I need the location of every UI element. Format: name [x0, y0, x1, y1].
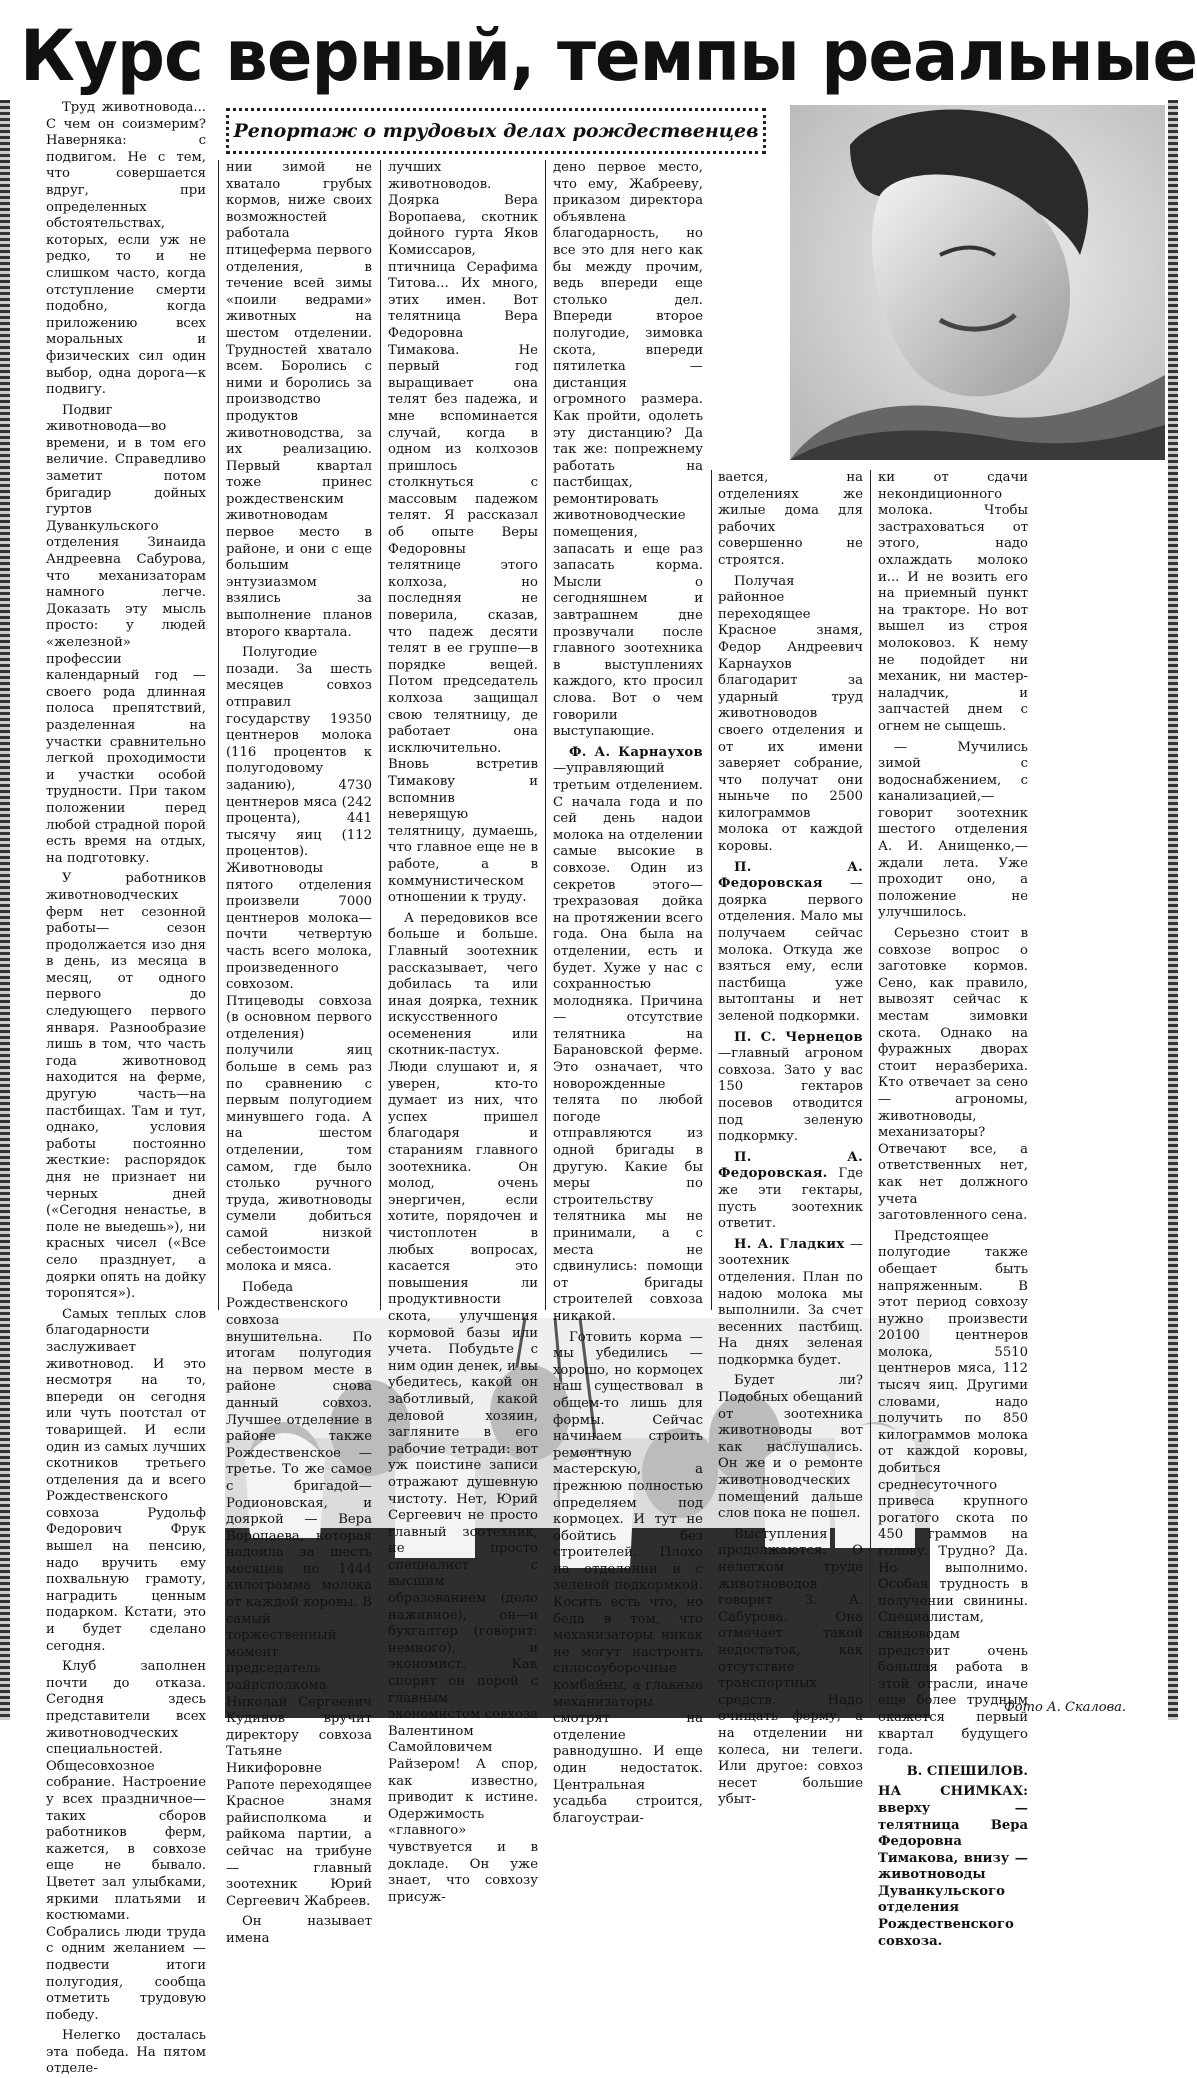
article-column-6: [878, 470, 1028, 1949]
speaker-name: Н. А. Гладких: [734, 1236, 845, 1252]
right-edge-strip: [1168, 100, 1178, 1720]
speaker-name: П. А. Федоровская: [718, 859, 863, 892]
paragraph: Самых теплых слов благодарности заслуживает животновод. И это несмотря на то, впереди он сегодня или чуть поотстал от товарищей. И если один из самых лучших скотников третьего отделения да и всего Рождественского совхоза Рудольф Федорович Фрук вышел на пенсию, надо вручить ему похвальную грамоту, наградить ценным подарком. Кстати, это и будет сделано сегодня.: [46, 1306, 206, 1654]
paragraph: Будет ли? Подобных обещаний от зоотехника животноводы вот как наслушались. Он же и о ремонте животноводческих помещений дальше слов пока не пошел.: [718, 1373, 863, 1522]
column-rule: [380, 160, 381, 1310]
speech-text: — зоотехник отделения. План по надою молока мы выполнили. За счет весенних пастбищ. На днях зеленая подкормка будет.: [718, 1236, 863, 1368]
column-rule: [870, 470, 871, 1710]
author-byline: В. СПЕШИЛОВ.: [906, 1763, 1028, 1779]
paragraph: У работников животноводческих ферм нет сезонной работы— сезон продолжается изо дня в день, из месяца в месяц, от одного первого до следующего первого января. Разнообразие лишь в том, что часть года животновод находится на ферме, другую часть—на пастбищах. Там и тут, однако, условия работы постоянно жесткие: распорядок дня не признает ни черных дней («Сегодня ненастье, в поле не выедешь»), ни красных чисел («Все село празднует, а доярки опять на дойку торопятся»).: [46, 871, 206, 1302]
rubric: Репортаж о трудовых делах рождественцев: [226, 108, 766, 154]
column-rule: [218, 160, 219, 1310]
paragraph: лучших животноводов. Доярка Вера Воропаева, скотник дойного гурта Яков Комиссаров, птичница Серафима Титова... Их много, этих имен. Вот телятница Вера Федоровна Тимакова. Не первый год выращивает она телят без падежа, и мне вспоминается случай, когда в одном из колхозов пришлось столкнуться с массовым падежом телят. Я рассказал об опыте Веры Федоровны телятнице этого колхоза, но последняя не поверила, сказав, что падеж десяти телят в ее группе—в порядке вещей. Потом председатель колхоза защищал свою телятницу, де работает она исключительно. Вновь встретив Тимакову и вспомнив неверящую телятницу, думаешь, что главное еще не в работе, а в коммунистическом отношении к труду.: [388, 160, 538, 906]
speech-text: — доярка первого отделения. Мало мы получаем сейчас молока. Откуда же взяться ему, если пастбища уже вытоптаны и нет зеленой подкормки.: [718, 876, 863, 1024]
paragraph: — Мучились зимой с водоснабжением, с канализацией,—говорит зоотехник шестого отделения А. И. Анищенко,— ждали лета. Уже проходит оно, а положение не улучшилось.: [878, 739, 1028, 921]
speech-text: Где же эти гектары, пусть зоотехник ответит.: [718, 1166, 863, 1232]
paragraph: Клуб заполнен почти до отказа. Сегодня здесь представители всех животноводческих специальностей. Общесовхозное собрание. Настроение у всех праздничное—таких сборов работников ферм, кажется, в совхозе еще не бывало. Цветет зал улыбками, яркими платьями и костюмами. Собрались люди труда с одним желанием — подвести итоги полугодия, сообща отметить трудовую победу.: [46, 1659, 206, 2023]
headline: Курс верный, темпы реальные: [20, 15, 1197, 97]
speech-paragraph: [553, 745, 703, 1326]
portrait-photo: [790, 105, 1165, 460]
paragraph: Получая районное переходящее Красное знамя, Федор Андреевич Карнаухов благодарит за ударный труд животноводов своего отделения и от их имени заверяет собрание, что получат они ныньче по 2500 килограммов молока от каждой коровы.: [718, 573, 863, 855]
paragraph: Труд животновода... С чем он соизмерим? Наверняка: с подвигом. Не с тем, что совершается вдруг, при определенных обстоятельствах, которых, если уж не редко, то и не слишком часто, когда отступление смерти подобно, когда приложению всех моральных и физических сил один выбор, одна дорога—к подвигу.: [46, 100, 206, 398]
paragraph: дено первое место, что ему, Жабрееву, приказом директора объявлена благодарность, но все это для него как бы между прочим, ведь впереди еще столько дел. Впереди второе полугодие, зимовка скота, впереди пятилетка —дистанция огромного размера. Как пройти, одолеть эту дистанцию? Да так же: попрежнему работать на пастбищах, ремонтировать животноводческие помещения, запасать и еще раз запасать корма. Мысли о сегодняшнем и завтрашнем дне прозвучали после главного зоотехника в выступлениях каждого, кто просил слова. Вот о чем говорили выступающие.: [553, 160, 703, 740]
paragraph: Подвиг животновода—во времени, и в том его величие. Справедливо заметит потом бригадир дойных гуртов Дуванкульского отделения Зинаида Андреевна Сабурова, что механизаторам намного легче. Доказать эту мысль просто: у людей «железной» профессии календарный год — своего рода длинная полоса препятствий, разделенная на участки сравнительно легкой проходимости и участки особой трудности. При таком положении перед любой страдной порой есть время на отдых, на подготовку.: [46, 402, 206, 866]
paragraph: Готовить корма — мы убедились — хорошо, но кормоцех наш существовал в общем-то лишь для формы. Сейчас начинаем строить ремонтную мастерскую, а прежнюю полностью определяем под кормоцех. И тут не обойтись без строителей. Плохо на отделении и с зеленой подкормкой. Косить есть что, но беда в том, что механизаторы никак не могут настроить силосоуборочные комбайны, а главные механизаторы смотрят на отделение равнодушно. И еще один недостаток. Центральная усадьба строится, благоустраи-: [553, 1329, 703, 1826]
photo-credit: Фото А. Скалова.: [1004, 1700, 1127, 1715]
caption-label: НА СНИМКАХ:: [878, 1784, 1028, 1800]
photo-caption: [878, 1784, 1028, 1950]
speaker-name: П. А. Федоровская.: [718, 1149, 863, 1182]
speech-paragraph: [718, 860, 863, 1026]
article-column-2: [226, 160, 372, 1946]
paragraph: вается, на отделениях же жилые дома для рабочих совершенно не строятся.: [718, 470, 863, 568]
paragraph: Победа Рождественского совхоза внушительна. По итогам полугодия на первом месте в районе снова данный совхоз. Лучшее отделение в районе также Рождественское — третье. То же самое с бригадой—Родионовская, и дояркой — Вера Воропаева, которая надоила за шесть месяцев по 1444 килограмма молока от каждой коровы. В самый торжественный момент председатель райисполкома Николай Сергеевич Кудинов вручит директору совхоза Татьяне Никифоровне Рапоте переходящее Красное знамя райисполкома и райкома партии, а сейчас на трибуне — главный зоотехник Юрий Сергеевич Жабреев.: [226, 1279, 372, 1909]
paragraph: нии зимой не хватало грубых кормов, ниже своих возможностей работала птицеферма первого отделения, в течение всей зимы «поили ведрами» животных на шестом отделении. Трудностей хватало всем. Боролись с ними и боролись за производство продуктов животноводства, за их реализацию. Первый квартал тоже принес рождественским животноводам первое место в районе, и они с еще большим энтузиазмом взялись за выполнение планов второго квартала.: [226, 160, 372, 640]
article-column-3: [388, 160, 538, 1905]
paragraph: А передовиков все больше и больше. Главный зоотехник рассказывает, чего добилась та или иная доярка, техник искусственного осеменения или скотник-пастух. Люди слушают и, я уверен, кто-то думает из них, что успех пришел благодаря и стараниям главного зоотехника. Он молод, очень энергичен, если хотите, порядочен и чистоплотен в любых вопросах, касается это повышения ли продуктивности скота, улучшения кормовой базы или учета. Побудьте с ним один денек, и вы убедитесь, какой он заботливый, какой деловой хозяин, загляните в его рабочие тетради: вот уж поистине записи отражают душевную чистоту. Нет, Юрий Сергеевич не просто главный зоотехник, не просто специалист с высшим образованием (дело наживное), он—и бухгалтер (говорит: немного), и экономист. Как спорит он порой с главным экономистом совхоза Валентином Самойловичем Райзером! А спор, как известно, приводит к истине. Одержимость «главного» чувствуется и в докладе. Он уже знает, что совхозу присуж-: [388, 910, 538, 1905]
speech-text: —главный агроном совхоза. Зато у вас 150 гектаров посевов отводится под зеленую подкормку.: [718, 1046, 863, 1145]
speech-text: —управляющий третьим отделением. С начала года и по сей день надои молока на отделении самые высокие в совхозе. Один из секретов этого—трехразовая дойка на протяжении всего года. Она была на отделении, есть и будет. Хуже у нас с сохранностью молодняка. Причина — отсутствие телятника на Барановской ферме. Это означает, что новорожденные телята по любой погоде отправляются из одной бригады в другую. Какие бы меры по строительству телятника мы не принимали, а с места не сдвинулись: помощи от бригады строителей совхоза никакой.: [553, 761, 703, 1324]
left-edge-strip: [0, 100, 10, 1720]
article-column-5: [718, 470, 863, 1808]
speech-paragraph: [718, 1237, 863, 1370]
speech-paragraph: [718, 1150, 863, 1233]
paragraph: Предстоящее полугодие также обещает быть напряженным. В этот период совхозу нужно произвести 20100 центнеров молока, 5510 центнеров мяса, 112 тысяч яиц. Другими словами, надо получить по 850 килограммов молока от каждой коровы, добиться среднесуточного привеса крупного рогатого скота по 450 граммов на голову. Трудно? Да. Но выполнимо. Особая трудность в получении свинины. Специалистам, свиноводам предстоит очень большая работа в этой отрасли, иначе еще более трудным окажется первый квартал будущего года.: [878, 1228, 1028, 1759]
paragraph: Нелегко досталась эта победа. На пятом отделе-: [46, 2028, 206, 2077]
speech-paragraph: [718, 1030, 863, 1146]
article-column-1: [46, 100, 206, 2077]
caption-body: вверху — телятница Вера Федоровна Тимакова, внизу — животноводы Дуванкульского отделения Рождественского совхоза.: [878, 1800, 1028, 1949]
paragraph: Выступления продолжаются. О нелегком труде животноводов говорит З. А. Сабурова. Она отмечает такой недостаток, как отсутствие транспортных средств. Надо очищать ферму, а на отделении ни колеса, ни телеги. Или другое: совхоз несет большие убыт-: [718, 1526, 863, 1808]
column-rule: [545, 160, 546, 1310]
caption-text: [878, 1784, 1028, 1950]
speaker-name: Ф. А. Карнаухов: [569, 744, 703, 760]
speaker-name: П. С. Чернецов: [734, 1029, 863, 1045]
paragraph: Серьезно стоит в совхозе вопрос о заготовке кормов. Сено, как правило, вывозят сейчас к местам зимовки скота. Однако на фуражных дворах стоит неразбериха. Кто отвечает за сено — агрономы, животноводы, механизаторы? Отвечают все, а ответственных нет, как нет должного учета заготовленного сена.: [878, 926, 1028, 1224]
paragraph: Он называет имена: [226, 1914, 372, 1946]
column-rule: [711, 470, 712, 1310]
paragraph: ки от сдачи некондиционного молока. Чтобы застраховаться от этого, надо охлаждать молоко и... И не возить его на приемный пункт на тракторе. Но вот вышел из строя молоковоз. К нему не подойдет ни механик, ни мастер-наладчик, и запчастей днем с огнем не сыщешь.: [878, 470, 1028, 734]
paragraph: Полугодие позади. За шесть месяцев совхоз отправил государству 19350 центнеров молока (116 процентов к полугодовому заданию), 4730 центнеров мяса (242 процента), 441 тысячу яиц (112 процентов). Животноводы пятого отделения произвели 7000 центнеров молока—почти четвертую часть всего молока, произведенного совхозом. Птицеводы совхоза (в основном первого отделения) получили яиц больше в семь раз по сравнению с первым полугодием минувшего года. А на шестом отделении, том самом, где было столько ручного труда, животноводы сумели добиться самой низкой себестоимости молока и мяса.: [226, 645, 372, 1275]
article-column-4: [553, 160, 703, 1826]
